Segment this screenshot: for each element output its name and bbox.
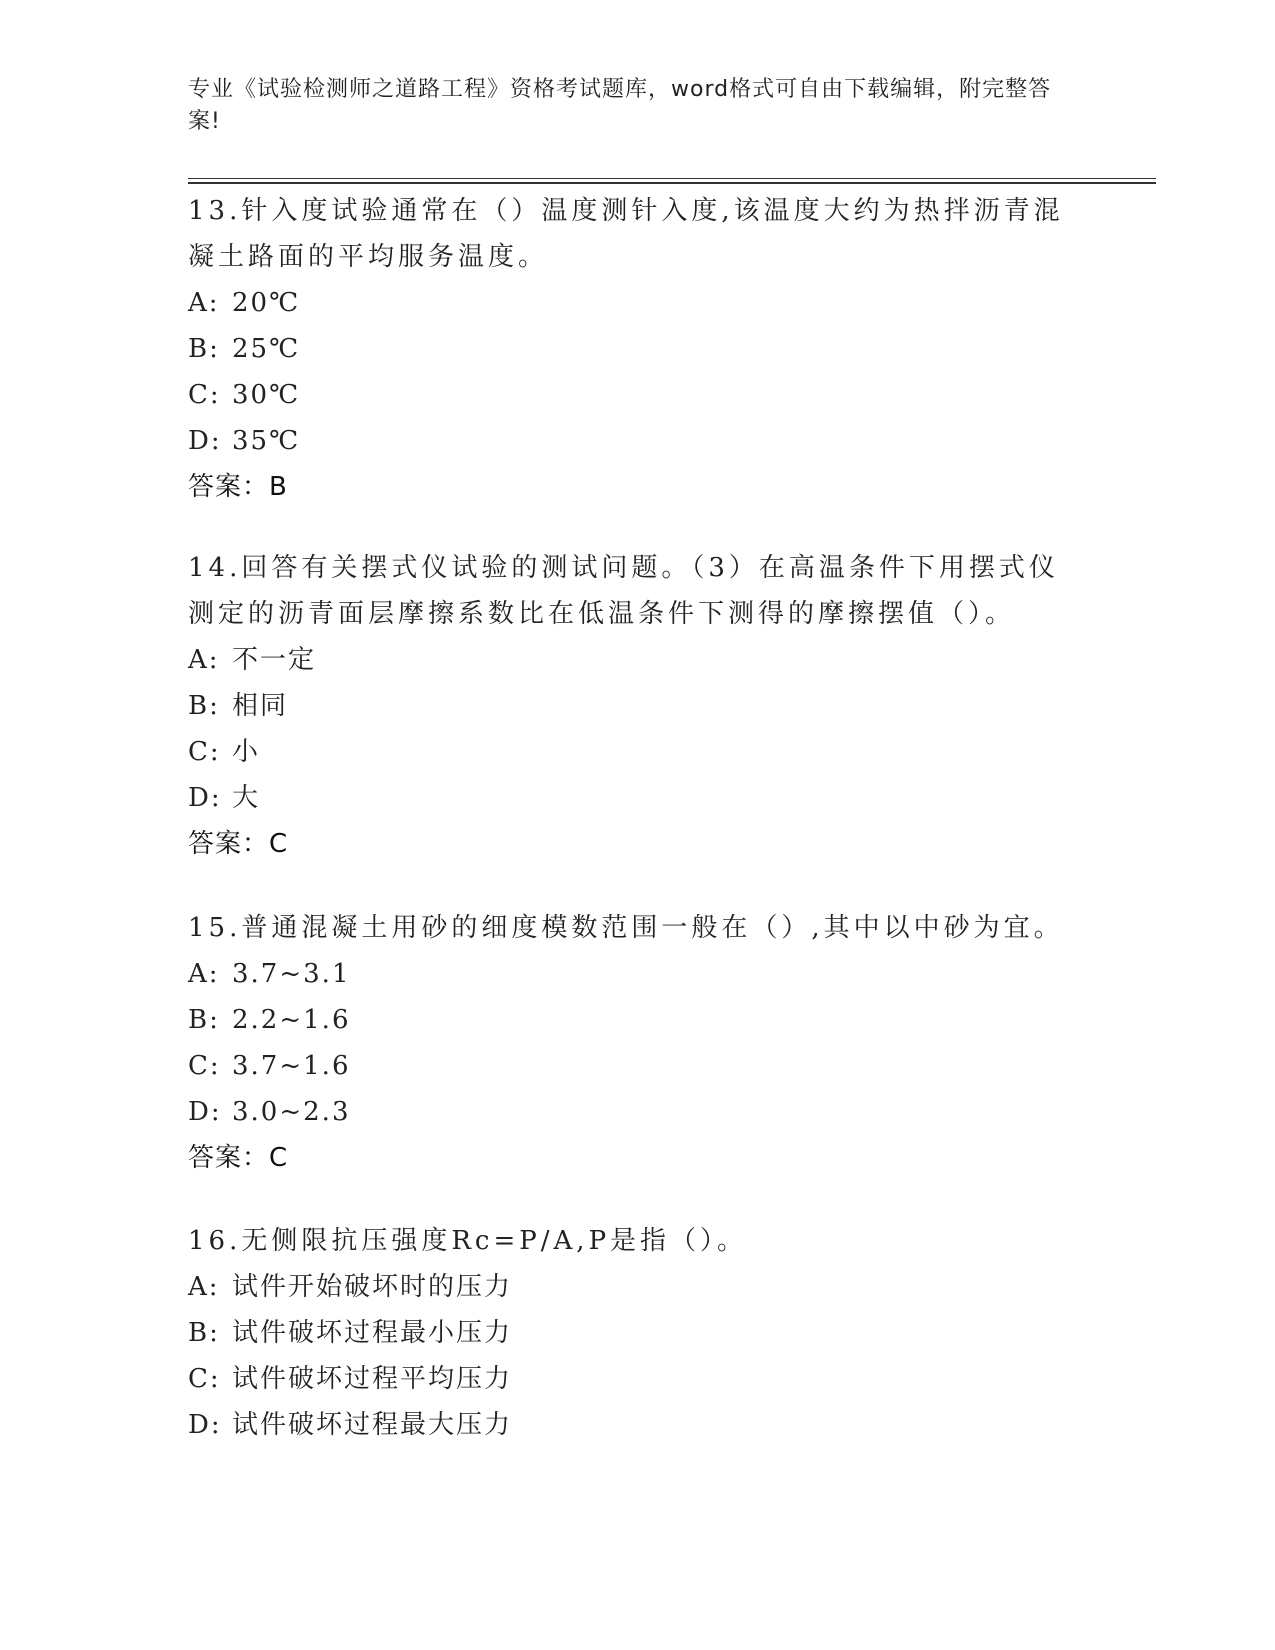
option-c — [188, 1356, 1068, 1402]
option-text: 25℃ — [232, 334, 301, 364]
question-15 — [188, 905, 1068, 1181]
option-list — [188, 1264, 1068, 1448]
option-text: 试件破坏过程最大压力 — [232, 1410, 513, 1440]
option-text: 3.7~3.1 — [232, 959, 351, 989]
option-text: 35℃ — [232, 426, 301, 456]
option-letter: D: — [188, 426, 222, 456]
option-letter: B: — [188, 1318, 220, 1348]
option-a — [188, 951, 1068, 997]
answer-text: 答案：B — [188, 472, 288, 502]
question-14 — [188, 545, 1068, 867]
option-letter: A: — [188, 645, 220, 675]
option-letter: A: — [188, 1272, 220, 1302]
question-stem: 13.针入度试验通常在（）温度测针入度,该温度大约为热拌沥青混凝土路面的平均服务温度。 — [188, 196, 1064, 272]
option-text: 3.0~2.3 — [232, 1097, 351, 1127]
option-d — [188, 418, 1068, 464]
option-c — [188, 372, 1068, 418]
option-letter: B: — [188, 1005, 220, 1035]
option-text: 2.2~1.6 — [232, 1005, 351, 1035]
option-text: 30℃ — [232, 380, 301, 410]
option-letter: C: — [188, 1364, 221, 1394]
option-list — [188, 951, 1068, 1135]
header-divider-thin — [188, 178, 1156, 179]
option-c — [188, 1043, 1068, 1089]
option-text: 3.7~1.6 — [232, 1051, 351, 1081]
question-13 — [188, 188, 1068, 510]
option-d — [188, 1089, 1068, 1135]
option-b — [188, 997, 1068, 1043]
option-text: 试件破坏过程最小压力 — [232, 1318, 513, 1348]
option-b — [188, 1310, 1068, 1356]
option-d — [188, 775, 1068, 821]
option-letter: C: — [188, 737, 221, 767]
option-letter: D: — [188, 1410, 222, 1440]
option-a — [188, 280, 1068, 326]
option-letter: D: — [188, 783, 222, 813]
option-letter: C: — [188, 380, 221, 410]
question-16 — [188, 1218, 1068, 1448]
option-text: 大 — [232, 783, 261, 813]
option-c — [188, 729, 1068, 775]
option-letter: A: — [188, 959, 220, 989]
question-stem: 16.无侧限抗压强度Rc=P/A,P是指（）。 — [188, 1226, 748, 1256]
option-text: 试件开始破坏时的压力 — [232, 1272, 513, 1302]
option-letter: B: — [188, 334, 220, 364]
question-stem: 15.普通混凝土用砂的细度模数范围一般在（）,其中以中砂为宜。 — [188, 913, 1064, 943]
option-list — [188, 280, 1068, 464]
option-list — [188, 637, 1068, 821]
option-b — [188, 683, 1068, 729]
option-letter: C: — [188, 1051, 221, 1081]
answer-text: 答案：C — [188, 829, 289, 859]
document-header: 专业《试验检测师之道路工程》资格考试题库，word格式可自由下载编辑，附完整答案! — [188, 77, 1052, 134]
option-a — [188, 637, 1068, 683]
option-a — [188, 1264, 1068, 1310]
header-divider-thick — [188, 182, 1156, 184]
option-d — [188, 1402, 1068, 1448]
option-letter: B: — [188, 691, 220, 721]
option-letter: D: — [188, 1097, 222, 1127]
option-text: 相同 — [232, 691, 289, 721]
question-stem: 14.回答有关摆式仪试验的测试问题。（3）在高温条件下用摆式仪测定的沥青面层摩擦系数比在低温条件下测得的摩擦摆值（）。 — [188, 553, 1059, 629]
option-text: 小 — [232, 737, 261, 767]
option-text: 20℃ — [232, 288, 301, 318]
option-text: 不一定 — [232, 645, 317, 675]
option-letter: A: — [188, 288, 220, 318]
answer-text: 答案：C — [188, 1143, 289, 1173]
option-b — [188, 326, 1068, 372]
option-text: 试件破坏过程平均压力 — [232, 1364, 513, 1394]
